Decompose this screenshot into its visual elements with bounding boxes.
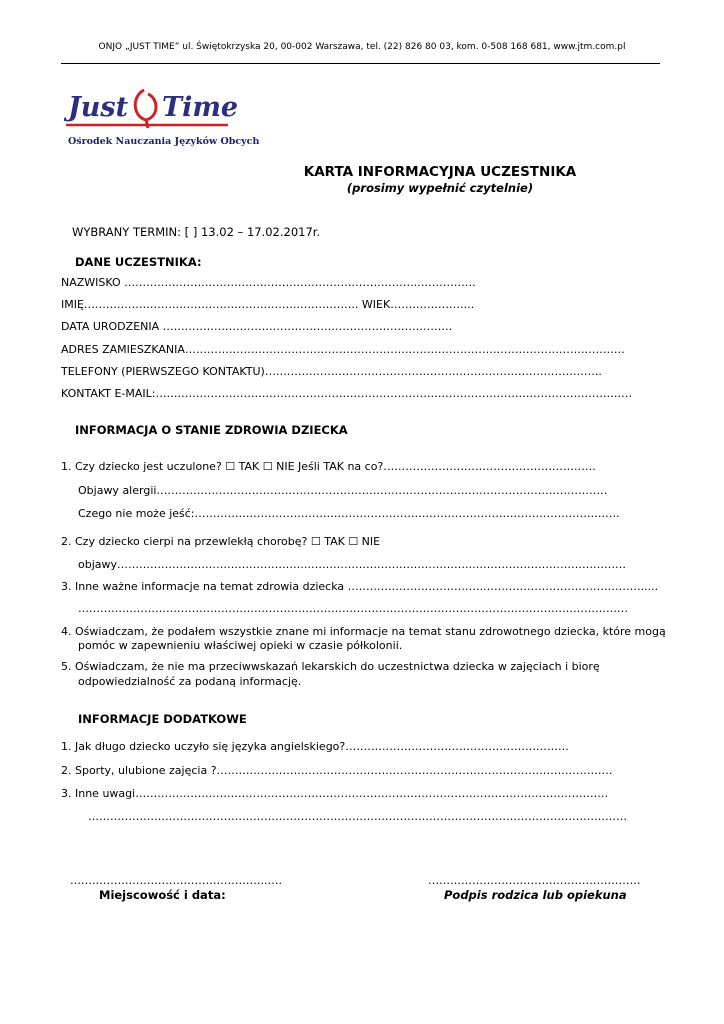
- just-time-logo-graphic: [62, 82, 260, 154]
- health-heading: INFORMACJA O STANIE ZDROWIA DZIECKA: [75, 423, 348, 437]
- food-restrictions-field[interactable]: Czego nie może jeść:……………………………………………………………………………………………………..: [78, 507, 620, 520]
- just-time-logo: [62, 82, 260, 154]
- form-title: KARTA INFORMACYJNA UCZESTNIKA: [303, 164, 577, 180]
- address-field[interactable]: ADRES ZAMIESZKANIA…………………………………………………………………………………………………………: [61, 343, 625, 356]
- surname-field[interactable]: NAZWISKO ……………………………………………………………………..…………….: [61, 276, 476, 289]
- other-remarks-field[interactable]: 3. Inne uwagi…………………………………………………………………………………………………………………: [61, 787, 609, 800]
- email-field[interactable]: KONTAKT E-MAIL:………………………………………………………………………………………………………………….: [61, 387, 632, 400]
- other-health-info-continuation[interactable]: ……………………………………………………………………………………………………………………………………: [78, 602, 628, 615]
- term-line: WYBRANY TERMIN: [ ] 13.02 – 17.02.2017r.: [72, 225, 321, 239]
- header-address: ONJO „JUST TIME” ul. Świętokrzyska 20, 00-002 Warszawa, tel. (22) 826 80 03, kom. 0-508 168 681, www.jtm.com.pl: [98, 42, 626, 52]
- chronic-disease-question[interactable]: 2. Czy dziecko cierpi na przewlekłą chorobę? ☐ TAK ☐ NIE: [61, 535, 381, 548]
- english-duration-field[interactable]: 1. Jak długo dziecko uczyło się języka angielskiego?…………………………………………………….: [61, 740, 569, 753]
- other-remarks-continuation[interactable]: …………………………………………………………………………………………………………………………………: [88, 810, 627, 823]
- participant-heading: DANE UCZESTNIKA:: [75, 255, 202, 269]
- logo-flourish-icon: [135, 90, 156, 128]
- statement-5-line1: 5. Oświadczam, że nie ma przeciwwskazań lekarskich do uczestnictwa dziecka w zajęciach i biorę: [61, 660, 600, 673]
- signature-line[interactable]: …………………….……………………………: [428, 874, 641, 887]
- additional-heading: INFORMACJE DODATKOWE: [78, 712, 247, 726]
- logo-script-time: Time: [162, 92, 239, 123]
- logo-script-just: Just: [68, 92, 129, 123]
- place-date-line[interactable]: …….………………………………………..….: [70, 874, 282, 887]
- sports-field[interactable]: 2. Sporty, ulubione zajęcia ?………………………………………………………………………………………………: [61, 764, 613, 777]
- allergy-question[interactable]: 1. Czy dziecko jest uczulone? ☐ TAK ☐ NIE Jeśli TAK na co?………………………………………………….: [61, 460, 596, 473]
- phones-field[interactable]: TELEFONY (PIERWSZEGO KONTAKTU)………………………………………………………………………………..: [61, 365, 602, 378]
- parent-signature-label: Podpis rodzica lub opiekuna: [444, 888, 627, 902]
- statement-4-line2: pomóc w zapewnieniu właściwej opieki w czasie półkolonii.: [78, 639, 403, 652]
- disease-symptoms-field[interactable]: objawy……………………………………………..……………………………………..……………………………………: [78, 558, 627, 571]
- name-age-field[interactable]: IMIĘ………………………………………………….…………….. WIEK…………………..: [61, 298, 475, 311]
- logo-tagline: Ośrodek Nauczania Języków Obcych: [68, 136, 260, 147]
- other-health-info-field[interactable]: 3. Inne ważne informacje na temat zdrowia dziecka ………………………………..…………………………………….....: [61, 580, 659, 593]
- statement-4-line1: 4. Oświadczam, że podałem wszystkie znane mi informacje na temat stanu zdrowotnego dziecka, które mogą: [61, 625, 666, 638]
- allergy-symptoms-field[interactable]: Objawy alergii……………………………………………………………………………………………………………: [78, 484, 608, 497]
- statement-5-line2: odpowiedzialność za podaną informację.: [78, 675, 302, 688]
- place-date-label: Miejscowość i data:: [99, 888, 226, 902]
- birth-date-field[interactable]: DATA URODZENIA …………………………………………………………………….: [61, 320, 453, 333]
- form-subtitle: (prosimy wypełnić czytelnie): [346, 181, 534, 195]
- header-divider: [61, 63, 660, 64]
